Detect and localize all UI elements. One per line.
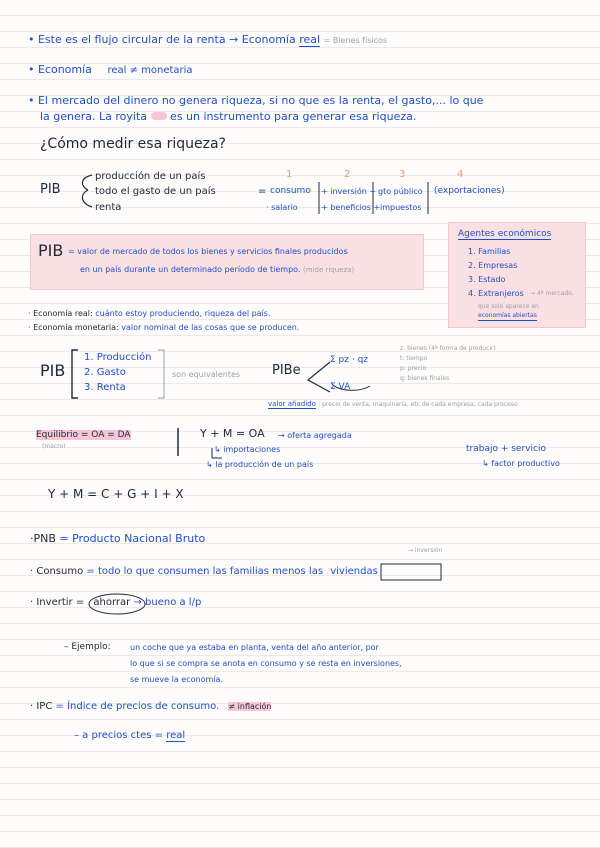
agentes-title: Agentes económicos bbox=[458, 229, 552, 239]
pib-def-line bbox=[80, 265, 354, 274]
legend-note: z: bienes (4ª forma de producir) bbox=[400, 345, 496, 352]
sum-formula: Σ VA bbox=[330, 382, 351, 392]
importaciones: ↳ importaciones bbox=[214, 445, 281, 454]
note-line-economia bbox=[28, 64, 193, 77]
pib-equals: = bbox=[258, 186, 267, 197]
agente-note: economías abiertas bbox=[478, 312, 537, 319]
text-segment: : precio de venta, maquinaria, etc de cada empresa, cada proceso bbox=[318, 401, 518, 408]
pib-def-label: PIB bbox=[38, 241, 64, 260]
text-segment: · IPC bbox=[30, 701, 53, 712]
equilibrio-sub: (macro) bbox=[42, 443, 66, 450]
component-impuestos: impuestos bbox=[380, 203, 422, 212]
text-segment: Equilibrio = OA = DA bbox=[36, 430, 131, 440]
sum-formula: Σ pz · qz bbox=[330, 355, 369, 365]
text-segment: · Invertir bbox=[30, 597, 73, 608]
text-segment: viviendas bbox=[330, 566, 378, 577]
agente-note: → 4ª mercado, bbox=[530, 290, 574, 297]
angle-bracket-icon bbox=[308, 362, 330, 392]
equivalent-note: son equivalentes bbox=[172, 370, 241, 379]
invertir-line bbox=[30, 597, 201, 609]
component-number: 1 bbox=[286, 169, 293, 180]
component-beneficios: + beneficios + bbox=[321, 203, 381, 212]
bracket-icon bbox=[158, 350, 164, 398]
agente-note: que solo aparece en bbox=[478, 303, 539, 310]
legend-note: t: tiempo bbox=[400, 355, 428, 362]
text-segment: en un país durante un determinado período de tiempo. bbox=[80, 265, 301, 274]
pib-method: 3. Renta bbox=[84, 382, 126, 393]
consumo-line bbox=[30, 566, 378, 578]
ipc-line bbox=[30, 701, 271, 713]
bracket-icon bbox=[72, 350, 78, 398]
text-segment: la genera. La royita bbox=[40, 110, 148, 123]
oferta-agregada: → oferta agregada bbox=[278, 431, 352, 440]
produccion-pais: ↳ la producción de un país bbox=[206, 460, 314, 469]
agente-item: 3. Estado bbox=[468, 275, 506, 284]
pibe-label: PIBe bbox=[272, 363, 301, 378]
pib-definition-box bbox=[30, 234, 424, 290]
component-number: 3 bbox=[399, 169, 406, 180]
box-mark-icon bbox=[381, 564, 441, 580]
trabajo-servicio: trabajo + servicio bbox=[466, 444, 546, 454]
text-segment: ·PNB bbox=[30, 532, 56, 545]
pib-method: 2. Gasto bbox=[84, 367, 126, 378]
brace-icon bbox=[82, 175, 92, 207]
agente-item: 4. Extranjeros bbox=[468, 289, 524, 298]
pib-def-line: = valor de mercado de todos los bienes y servicios finales producidos bbox=[68, 247, 348, 256]
agente-item: 1. Familias bbox=[468, 247, 511, 256]
highlight-mark-icon bbox=[151, 112, 167, 120]
text-segment: · Economía monetaria: bbox=[28, 323, 119, 332]
text-segment: · Economía real: bbox=[28, 309, 93, 318]
text-segment: ≠ inflación bbox=[228, 702, 272, 711]
text-segment: → bueno a l/p bbox=[133, 597, 202, 608]
equilibrio-label bbox=[36, 430, 131, 440]
note-line-circular-flow bbox=[28, 34, 387, 47]
text-segment: real ≠ monetaria bbox=[107, 65, 193, 76]
text-segment: – a precios ctes = bbox=[74, 730, 163, 741]
note-line-mercado-cont bbox=[40, 111, 416, 124]
pib-label: PIB bbox=[40, 182, 61, 197]
ejemplo-line: lo que si se compra se anota en consumo y se resta en inversiones, bbox=[130, 659, 402, 668]
equation-y-m: Y + M = OA bbox=[200, 427, 265, 440]
pib-item: renta bbox=[95, 202, 122, 213]
agente-item: 2. Empresas bbox=[468, 261, 518, 270]
text-segment: (mide riqueza) bbox=[303, 266, 355, 274]
pib-item: producción de un país bbox=[95, 171, 206, 182]
factor-productivo: ↳ factor productivo bbox=[482, 459, 560, 468]
text-segment: · Consumo bbox=[30, 566, 84, 577]
inversion-note: → inversión bbox=[408, 547, 443, 554]
econ-monetaria bbox=[28, 323, 299, 332]
text-segment: cuánto estoy produciendo, riqueza del país. bbox=[95, 309, 271, 318]
text-segment: es un instrumento para generar esa riqueza. bbox=[170, 110, 417, 123]
text-segment: • Este es el flujo circular de la renta → Economía bbox=[28, 33, 296, 46]
econ-real bbox=[28, 309, 271, 318]
component-salario: · salario bbox=[266, 203, 298, 212]
legend-note: q: bienes finales bbox=[400, 375, 450, 382]
text-segment: = Índice de precios de consumo. bbox=[55, 701, 220, 712]
text-segment: ahorrar bbox=[93, 597, 131, 608]
component-exportaciones: (exportaciones) bbox=[434, 186, 505, 196]
pib-item: todo el gasto de un país bbox=[95, 186, 216, 197]
component-number: 4 bbox=[457, 169, 464, 180]
macro-formula: Y + M = C + G + I + X bbox=[48, 487, 184, 501]
ipc-sub bbox=[74, 730, 185, 742]
text-real: real bbox=[299, 33, 321, 46]
pib-method: 1. Producción bbox=[84, 352, 152, 363]
heading-question: ¿Cómo medir esa riqueza? bbox=[40, 136, 226, 152]
component-inversion: + inversión + bbox=[321, 187, 377, 196]
text-segment: = Producto Nacional Bruto bbox=[59, 532, 206, 545]
component-number: 2 bbox=[344, 169, 351, 180]
text-segment: valor nominal de las cosas que se producen. bbox=[121, 323, 300, 332]
legend-note: p: precio bbox=[400, 365, 427, 372]
valor-anadido-note bbox=[268, 400, 518, 409]
text-segment: real bbox=[166, 730, 186, 741]
note-line-mercado: • El mercado del dinero no genera riqueza, si no que es la renta, el gasto,... lo que bbox=[28, 94, 484, 107]
ejemplo-line: se mueve la economía. bbox=[130, 675, 223, 684]
text-bienes-fisicos: = Bienes físicos bbox=[323, 36, 388, 45]
text-segment: valor añadido bbox=[268, 400, 316, 408]
pib-label: PIB bbox=[40, 361, 66, 380]
component-consumo: consumo bbox=[270, 186, 311, 196]
ejemplo-label: – Ejemplo: bbox=[64, 642, 111, 652]
ejemplo-line: un coche que ya estaba en planta, venta del año anterior, por bbox=[130, 643, 379, 652]
component-gasto-publico: gto público bbox=[378, 187, 423, 196]
text-segment: = todo lo que consumen las familias menos las bbox=[86, 566, 324, 577]
text-segment: = bbox=[75, 597, 85, 608]
text-segment: • Economía bbox=[28, 63, 92, 76]
pnb-line bbox=[30, 533, 205, 546]
